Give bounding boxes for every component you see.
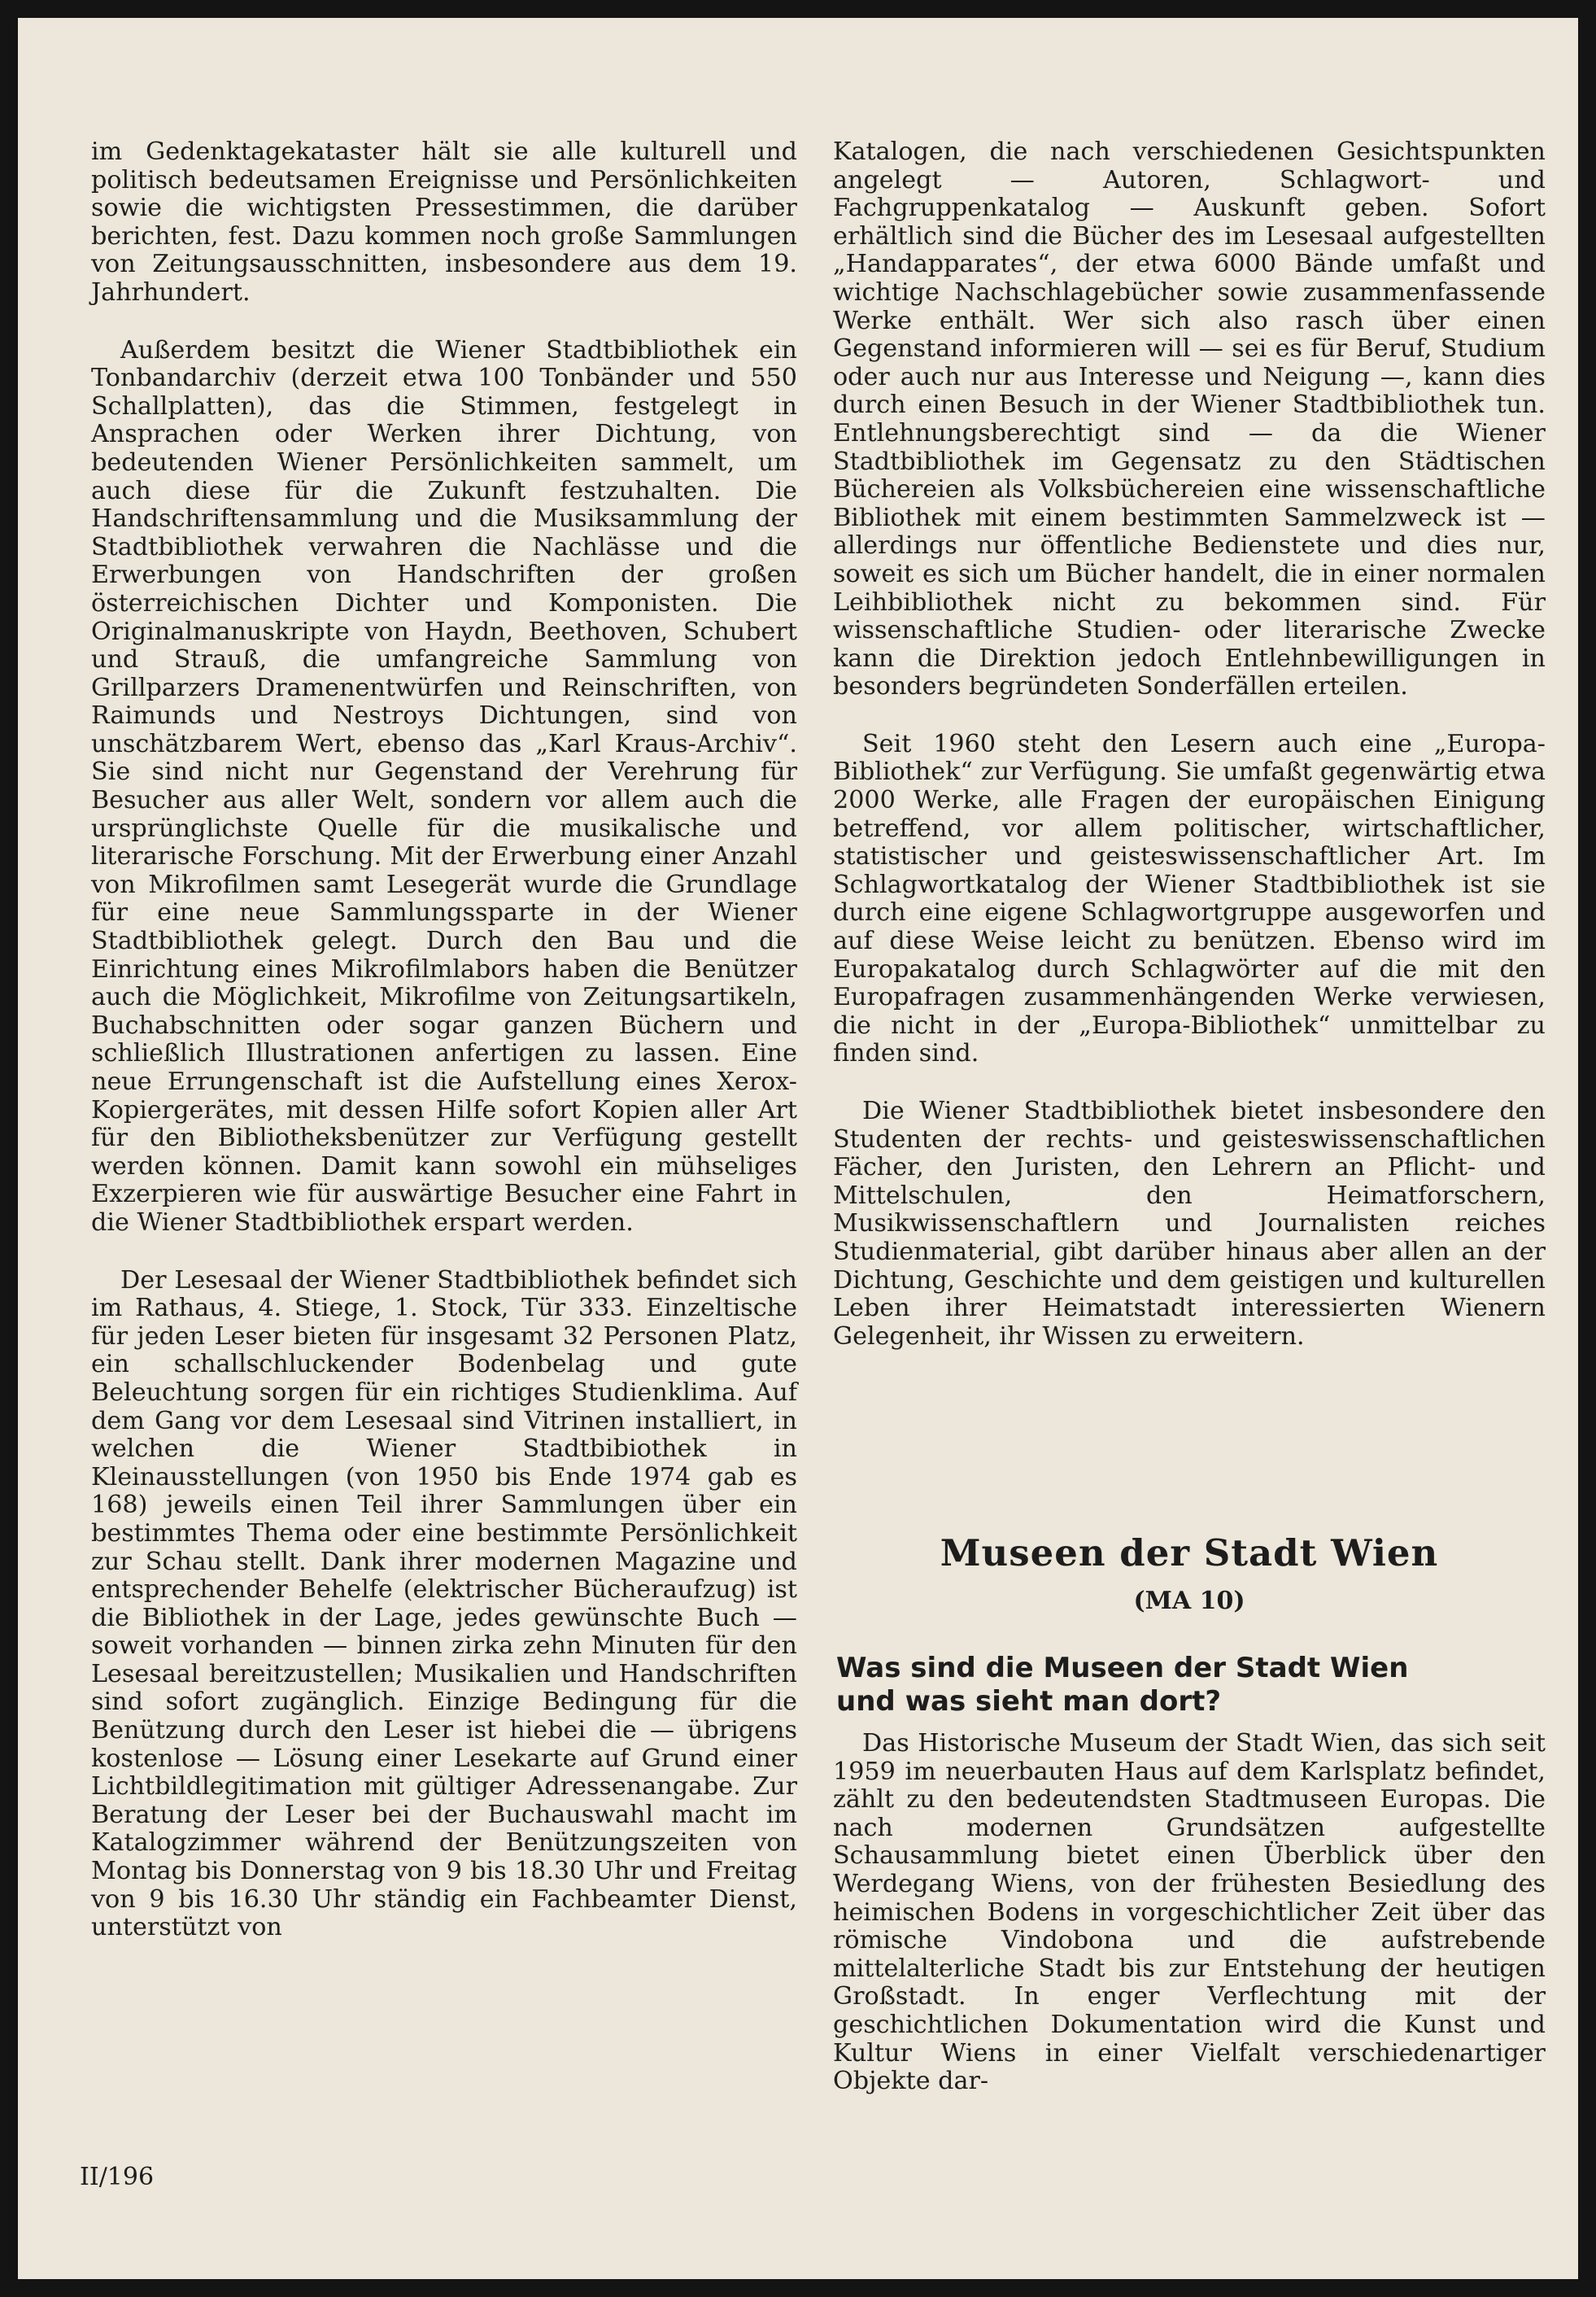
section-subtitle: (MA 10): [1133, 1587, 1245, 1615]
right-column: [833, 138, 1546, 1351]
section-question: [836, 1652, 1544, 1718]
museum-section-body: [833, 1730, 1546, 2096]
right-paragraph-2: Seit 1960 steht den Lesern auch eine „Europa-Bibliothek“ zur Verfügung. Sie umfaßt gegenwärtig etwa 2000 Werke, alle Fragen der europäischen Einigung betreffend, vor allem politischer, wirtschaftlicher, statistischer und geisteswissenschaftlicher Art. Im Schlagwortkatalog der Wiener Stadtbibliothek ist sie durch eine eigene Schlagwortgruppe ausgeworfen und auf diese Weise leicht zu benützen. Ebenso wird im Europakatalog durch Schlagwörter auf die mit den Europafragen zusammenhängenden Werke verwiesen, die nicht in der „Europa-Bibliothek“ unmittelbar zu finden sind.: [833, 729, 1546, 1068]
right-paragraph-3: Die Wiener Stadtbibliothek bietet insbesondere den Studenten der rechts- und geisteswissenschaftlichen Fächer, den Juristen, den Lehrern an Pflicht- und Mittelschulen, den Heimatforschern, Musikwissenschaftlern und Journalisten reiches Studienmaterial, gibt darüber hinaus aber allen an der Dichtung, Geschichte und dem geistigen und kulturellen Leben ihrer Heimatstadt interessierten Wienern Gelegenheit, ihr Wissen zu erweitern.: [833, 1097, 1546, 1351]
section-question-line-1: Was sind die Museen der Stadt Wien: [836, 1652, 1409, 1684]
museum-paragraph: Das Historische Museum der Stadt Wien, das sich seit 1959 im neuerbauten Haus auf dem Karlsplatz befindet, zählt zu den bedeutendsten Stadtmuseen Europas. Die nach modernen Grundsätzen aufgestellte Schausammlung bietet einen Überblick über den Werdegang Wiens, von der frühesten Besiedlung des heimischen Bodens in vorgeschichtlicher Zeit über das römische Vindobona und die aufstrebende mittelalterliche Stadt bis zur Entstehung der heutigen Großstadt. In enger Verflechtung mit der geschichtlichen Dokumentation wird die Kunst und Kultur Wiens in einer Vielfalt verschiedenartiger Objekte dar-: [833, 1729, 1546, 2096]
page-number: II/196: [80, 2163, 155, 2191]
left-paragraph-1: im Gedenktagekataster hält sie alle kulturell und politisch bedeutsamen Ereignisse und Persönlichkeiten sowie die wichtigsten Pressestimmen, die darüber berichten, fest. Dazu kommen noch große Sammlungen von Zeitungsausschnitten, insbesondere aus dem 19. Jahrhundert.: [91, 138, 797, 307]
section-title: Museen der Stadt Wien: [940, 1531, 1439, 1574]
left-paragraph-3: Der Lesesaal der Wiener Stadtbibliothek befindet sich im Rathaus, 4. Stiege, 1. Stock, Tür 333. Einzeltische für jeden Leser bieten für insgesamt 32 Personen Platz, ein schallschluckender Bodenbelag und gute Beleuchtung sorgen für ein richtiges Studienklima. Auf dem Gang vor dem Lesesaal sind Vitrinen installiert, in welchen die Wiener Stadtbibiothek in Kleinausstellungen (von 1950 bis Ende 1974 gab es 168) jeweils einen Teil ihrer Sammlungen über ein bestimmtes Thema oder eine bestimmte Persönlichkeit zur Schau stellt. Dank ihrer modernen Magazine und entsprechender Behelfe (elektrischer Bücheraufzug) ist die Bibliothek in der Lage, jedes gewünschte Buch — soweit vorhanden — binnen zirka zehn Minuten für den Lesesaal bereitzustellen; Musikalien und Handschriften sind sofort zugänglich. Einzige Bedingung für die Benützung durch den Leser ist hiebei die — übrigens kostenlose — Lösung einer Lesekarte auf Grund einer Lichtbildlegitimation mit gültiger Adressenangabe. Zur Beratung der Leser bei der Buchauswahl macht im Katalogzimmer während der Benützungszeiten von Montag bis Donnerstag von 9 bis 18.30 Uhr und Freitag von 9 bis 16.30 Uhr ständig ein Fachbeamter Dienst, unterstützt von: [91, 1265, 797, 1942]
right-paragraph-1: Katalogen, die nach verschiedenen Gesichtspunkten angelegt — Autoren, Schlagwort- und Fachgruppenkatalog — Auskunft geben. Sofort erhältlich sind die Bücher des im Lesesaal aufgestellten „Handapparates“, der etwa 6000 Bände umfaßt und wichtige Nachschlagebücher sowie zusammenfassende Werke enthält. Wer sich also rasch über einen Gegenstand informieren will — sei es für Beruf, Studium oder auch nur aus Interesse und Neigung —, kann dies durch einen Besuch in der Wiener Stadtbibliothek tun. Entlehnungsberechtigt sind — da die Wiener Stadtbibliothek im Gegensatz zu den Städtischen Büchereien als Volksbüchereien eine wissenschaftliche Bibliothek mit einem bestimmten Sammelzweck ist — allerdings nur öffentliche Bedienstete und dies nur, soweit es sich um Bücher handelt, die in einer normalen Leihbibliothek nicht zu bekommen sind. Für wissenschaftliche Studien- oder literarische Zwecke kann die Direktion jedoch Entlehnbewilligungen in besonders begründeten Sonderfällen erteilen.: [833, 138, 1546, 701]
left-paragraph-2: Außerdem besitzt die Wiener Stadtbibliothek ein Tonbandarchiv (derzeit etwa 100 Tonbänder und 550 Schallplatten), das die Stimmen, festgelegt in Ansprachen oder Werken ihrer Dichtung, von bedeutenden Wiener Persönlichkeiten sammelt, um auch diese für die Zukunft festzuhalten. Die Handschriftensammlung und die Musiksammlung der Stadtbibliothek verwahren die Nachlässe und die Erwerbungen von Handschriften der großen österreichischen Dichter und Komponisten. Die Originalmanuskripte von Haydn, Beethoven, Schubert und Strauß, die umfangreiche Sammlung von Grillparzers Dramenentwürfen und Reinschriften, von Raimunds und Nestroys Dichtungen, sind von unschätzbarem Wert, ebenso das „Karl Kraus-Archiv“. Sie sind nicht nur Gegenstand der Verehrung für Besucher aus aller Welt, sondern vor allem auch die ursprünglichste Quelle für die musikalische und literarische Forschung. Mit der Erwerbung einer Anzahl von Mikrofilmen samt Lesegerät wurde die Grundlage für eine neue Sammlungssparte in der Wiener Stadtbibliothek gelegt. Durch den Bau und die Einrichtung eines Mikrofilmlabors haben die Benützer auch die Möglichkeit, Mikrofilme von Zeitungsartikeln, Buchabschnitten oder sogar ganzen Büchern und schließlich Illustrationen anfertigen zu lassen. Eine neue Errungenschaft ist die Aufstellung eines Xerox-Kopiergerätes, mit dessen Hilfe sofort Kopien aller Art für den Bibliotheksbenützer zur Verfügung gestellt werden können. Damit kann sowohl ein mühseliges Exzerpieren wie für auswärtige Besucher eine Fahrt in die Wiener Stadtbibliothek erspart werden.: [91, 335, 797, 1237]
left-column: [91, 138, 797, 1942]
document-page: [18, 18, 1578, 2279]
section-question-line-2: und was sieht man dort?: [836, 1685, 1222, 1718]
